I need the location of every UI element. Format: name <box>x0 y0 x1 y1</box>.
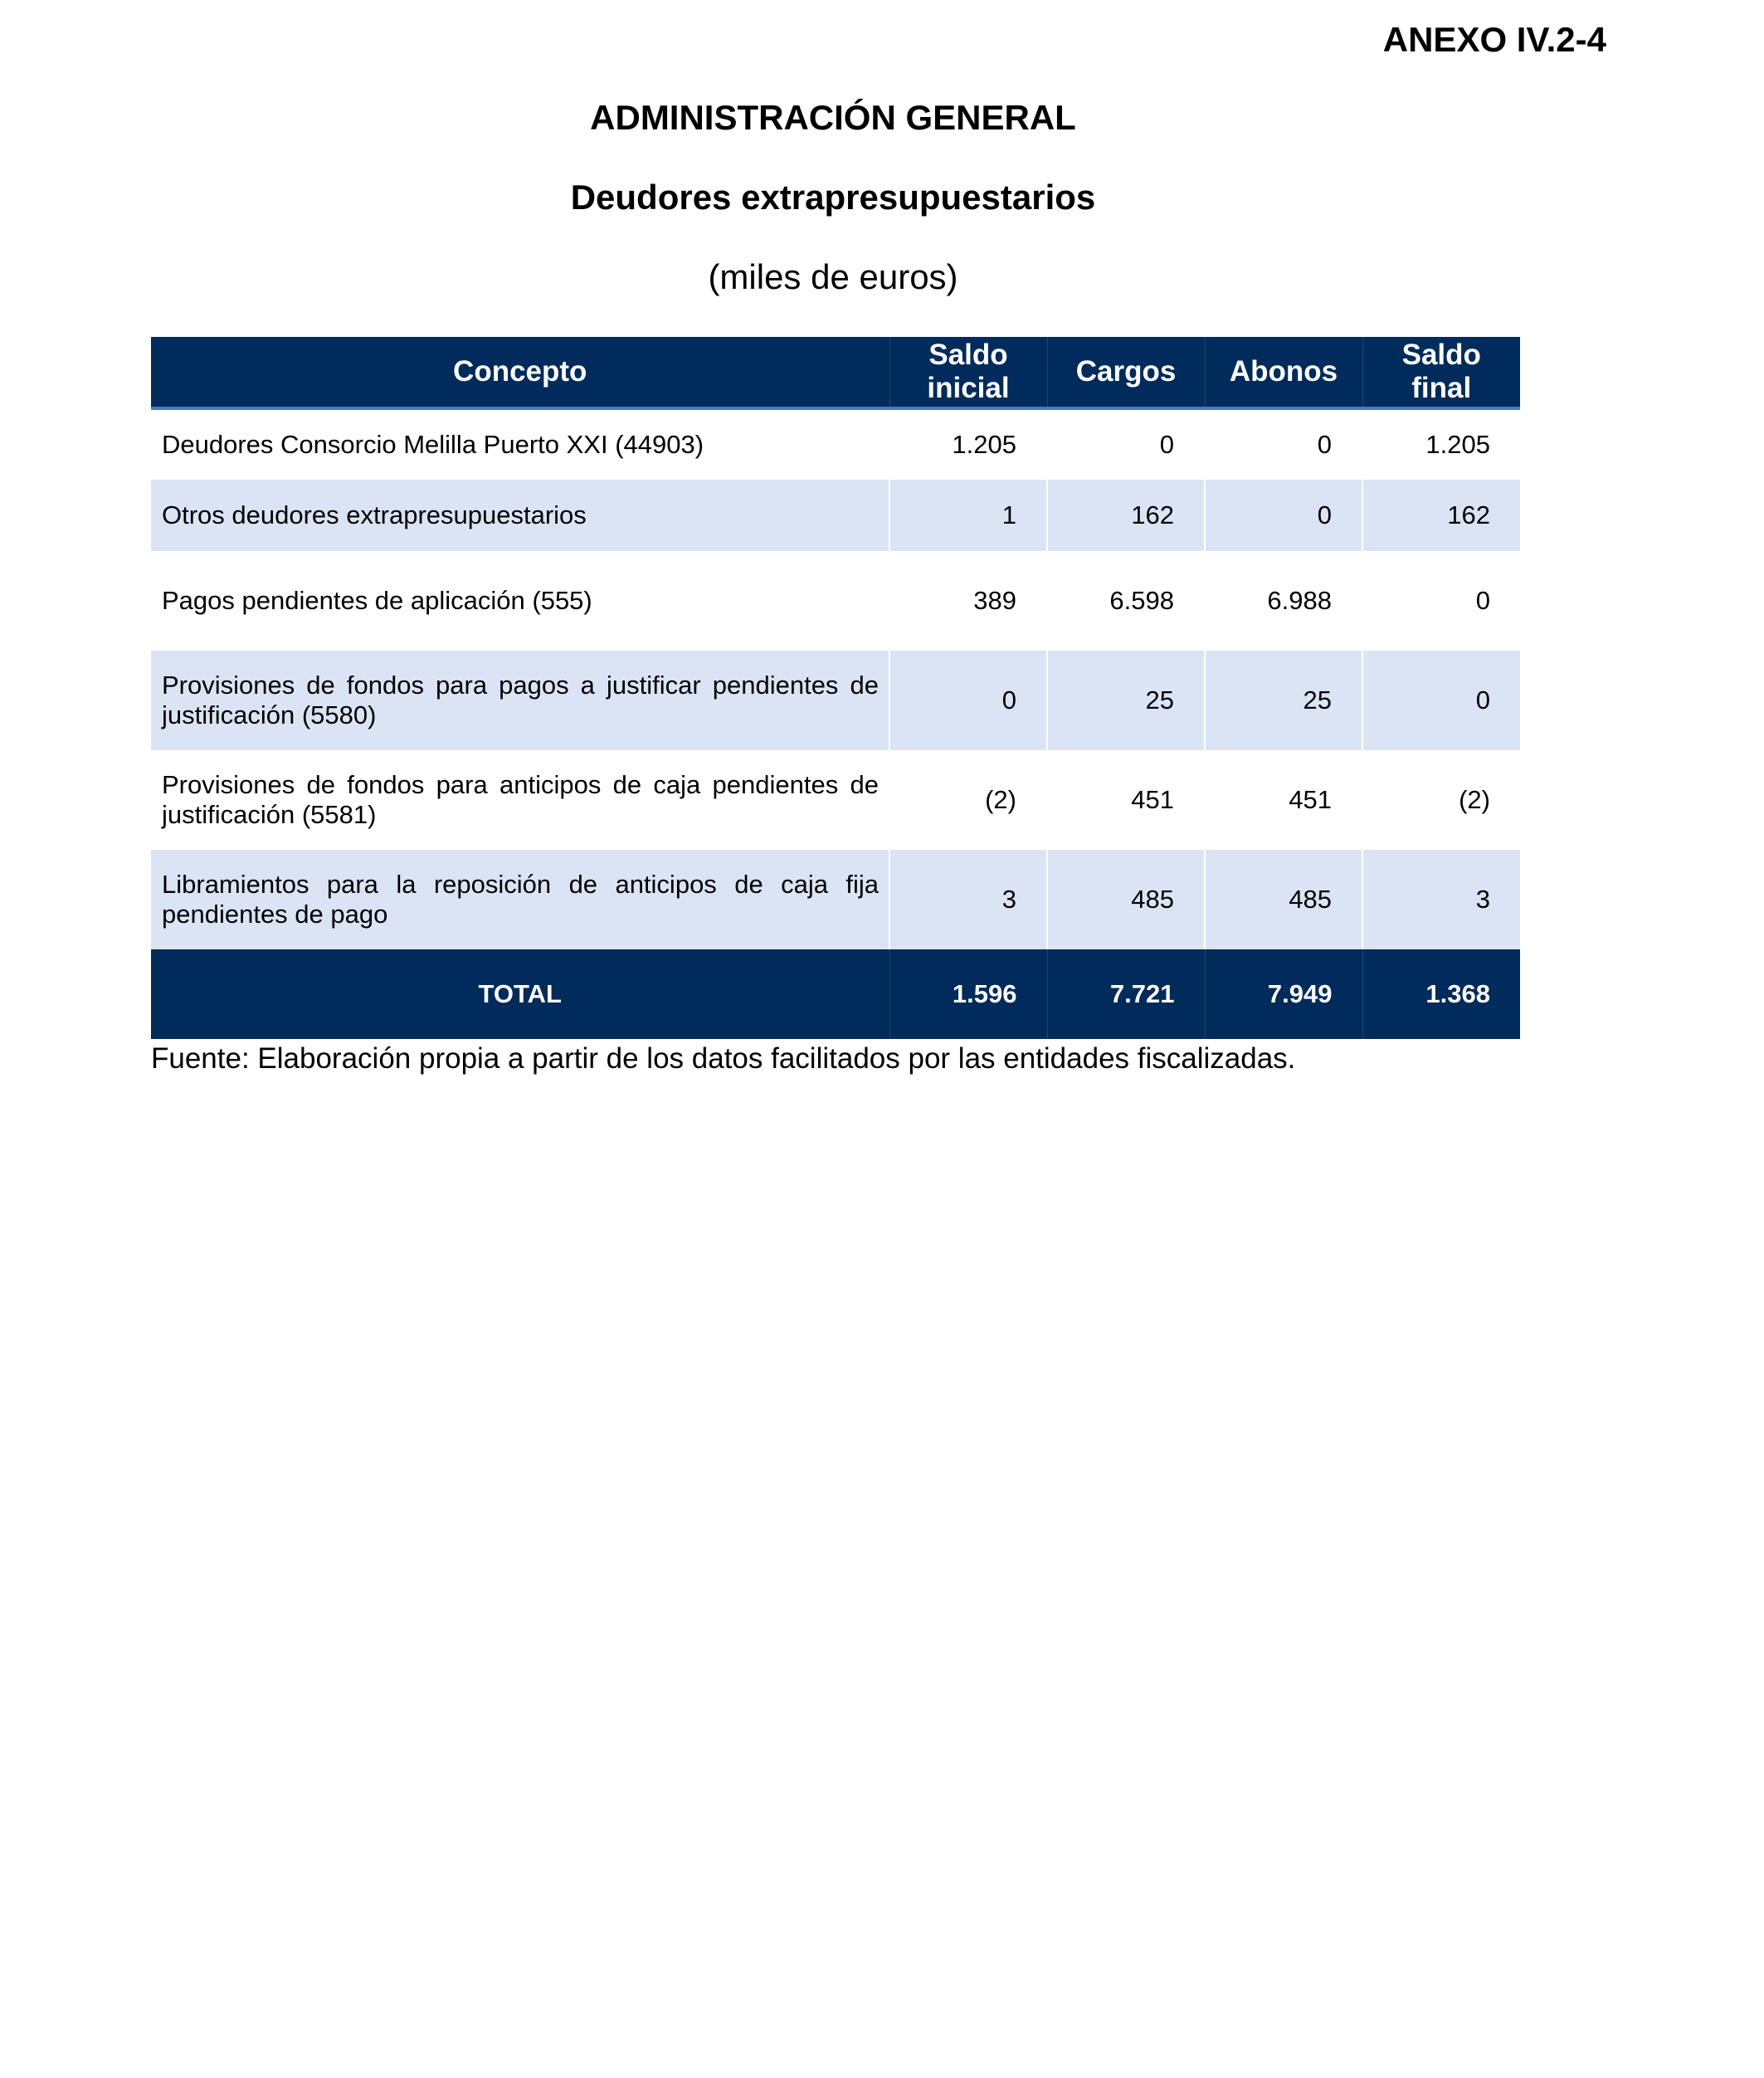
total-saldo-inicial: 1.596 <box>889 949 1047 1039</box>
cell-cargos: 485 <box>1047 850 1205 949</box>
cell-abonos: 451 <box>1205 750 1362 850</box>
header-saldo-inicial <box>889 337 1047 408</box>
cell-saldo-inicial: 1 <box>889 480 1047 551</box>
cell-abonos: 6.988 <box>1205 551 1362 651</box>
table-row <box>151 551 1520 651</box>
table-total-row <box>151 949 1520 1039</box>
cell-saldo-inicial: 389 <box>889 551 1047 651</box>
table-title: Deudores extrapresupuestarios <box>570 178 1096 217</box>
cell-concepto: Provisiones de fondos para pagos a justificar pendientes de justificación (5580) <box>151 651 889 750</box>
cell-saldo-inicial: 1.205 <box>889 408 1047 480</box>
cell-saldo-final: 1.205 <box>1362 408 1520 480</box>
cell-cargos: 162 <box>1047 480 1205 551</box>
cell-saldo-final: 0 <box>1362 651 1520 750</box>
cell-cargos: 0 <box>1047 408 1205 480</box>
header-saldo-final-line2: final <box>1411 372 1472 404</box>
cell-saldo-final: 162 <box>1362 480 1520 551</box>
header-saldo-inicial-line2: inicial <box>927 372 1010 404</box>
cell-saldo-inicial: (2) <box>889 750 1047 850</box>
cell-abonos: 485 <box>1205 850 1362 949</box>
cell-cargos: 6.598 <box>1047 551 1205 651</box>
annex-label: ANEXO IV.2-4 <box>1382 20 1606 59</box>
cell-saldo-final: 3 <box>1362 850 1520 949</box>
source-note: Fuente: Elaboración propia a partir de los datos facilitados por las entidades fiscalizadas. <box>151 1042 1296 1075</box>
table-row <box>151 850 1520 949</box>
cell-saldo-inicial: 3 <box>889 850 1047 949</box>
header-concepto: Concepto <box>151 337 889 408</box>
table-row <box>151 408 1520 480</box>
header-saldo-final <box>1362 337 1520 408</box>
table-header-row <box>151 337 1520 408</box>
cell-saldo-final: 0 <box>1362 551 1520 651</box>
total-label: TOTAL <box>151 949 889 1039</box>
cell-saldo-final: (2) <box>1362 750 1520 850</box>
total-abonos: 7.949 <box>1205 949 1362 1039</box>
deudores-table <box>151 337 1520 1039</box>
table-row <box>151 651 1520 750</box>
units-label: (miles de euros) <box>708 257 958 296</box>
total-saldo-final: 1.368 <box>1362 949 1520 1039</box>
document-title: ADMINISTRACIÓN GENERAL <box>590 98 1076 137</box>
table-row <box>151 480 1520 551</box>
cell-cargos: 25 <box>1047 651 1205 750</box>
cell-concepto: Deudores Consorcio Melilla Puerto XXI (44903) <box>151 408 889 480</box>
cell-cargos: 451 <box>1047 750 1205 850</box>
cell-abonos: 0 <box>1205 480 1362 551</box>
header-cargos: Cargos <box>1047 337 1205 408</box>
cell-abonos: 25 <box>1205 651 1362 750</box>
header-saldo-inicial-line1: Saldo <box>928 339 1008 371</box>
cell-saldo-inicial: 0 <box>889 651 1047 750</box>
table-row <box>151 750 1520 850</box>
header-abonos: Abonos <box>1205 337 1362 408</box>
header-saldo-final-line1: Saldo <box>1401 339 1481 371</box>
cell-concepto: Provisiones de fondos para anticipos de caja pendientes de justificación (5581) <box>151 750 889 850</box>
total-cargos: 7.721 <box>1047 949 1205 1039</box>
cell-concepto: Otros deudores extrapresupuestarios <box>151 480 889 551</box>
cell-concepto: Pagos pendientes de aplicación (555) <box>151 551 889 651</box>
cell-abonos: 0 <box>1205 408 1362 480</box>
cell-concepto: Libramientos para la reposición de anticipos de caja fija pendientes de pago <box>151 850 889 949</box>
